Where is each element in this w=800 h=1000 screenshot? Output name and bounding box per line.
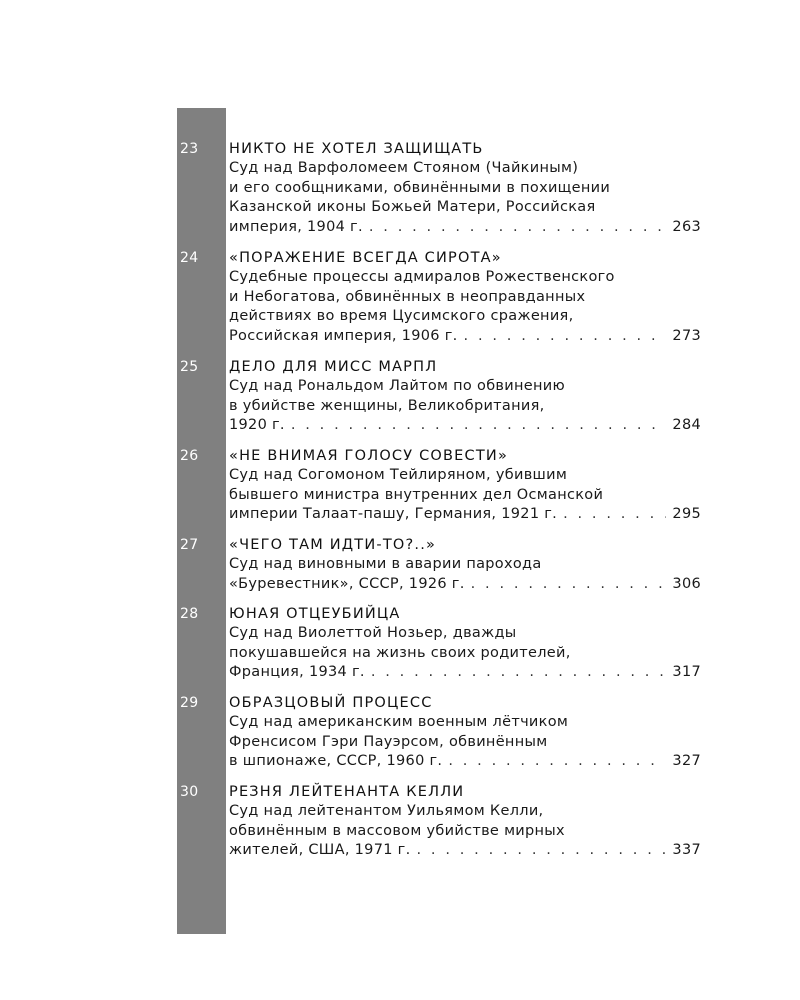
chapter-content [229, 605, 701, 683]
page-number[interactable]: 263 [672, 218, 701, 235]
chapter-description-line: и его сообщниками, обвинёнными в похищении [229, 179, 611, 196]
chapter-content [229, 249, 701, 346]
chapter-description-line: империи Талаат-пашу, Германия, 1921 г. [229, 506, 558, 522]
chapter-title[interactable]: «ПОРАЖЕНИЕ ВСЕГДА СИРОТА» [229, 250, 502, 266]
chapter-number: 27 [180, 537, 199, 553]
chapter-title[interactable]: ЮНАЯ ОТЦЕУБИЙЦА [229, 606, 401, 622]
chapter-number: 28 [180, 606, 199, 622]
chapter-number: 25 [180, 359, 199, 375]
chapter-description-line: Суд над Виолеттой Нозьер, дважды [229, 625, 517, 641]
page-number[interactable]: 327 [672, 753, 701, 769]
chapter-title[interactable]: ДЕЛО ДЛЯ МИСС МАРПЛ [229, 359, 438, 375]
dot-leader [563, 505, 666, 525]
dot-leader [417, 841, 667, 861]
chapter-description-line: Казанской иконы Божьей Матери, Российская [229, 199, 596, 215]
chapter-description-line: Френсисом Гэри Пауэрсом, обвинённым [229, 733, 548, 750]
dot-leader [291, 416, 667, 436]
chapter-title[interactable]: НИКТО НЕ ХОТЕЛ ЗАЩИЩАТЬ [229, 141, 484, 157]
page-number[interactable]: 295 [672, 506, 701, 522]
chapter-description-line: в шпионаже, СССР, 1960 г. [229, 753, 443, 769]
chapter-description-line: и Небогатова, обвинённых в неоправданных [229, 288, 586, 305]
chapter-content [229, 140, 701, 237]
chapter-number: 29 [180, 695, 199, 711]
chapter-description-last-line [229, 416, 701, 436]
chapter-description-line: Суд над лейтенантом Уильямом Келли, [229, 803, 544, 819]
chapter-description-line: обвинённым в массовом убийстве мирных [229, 822, 565, 839]
chapter-title[interactable]: РЕЗНЯ ЛЕЙТЕНАНТА КЕЛЛИ [229, 784, 465, 800]
dot-leader [371, 663, 667, 683]
chapter-description-line: в убийстве женщины, Великобритания, [229, 397, 545, 414]
chapter-title[interactable]: «ЧЕГО ТАМ ИДТИ-ТО?..» [229, 537, 437, 553]
dot-leader [448, 752, 666, 772]
chapter-description-line: бывшего министра внутренних дел Османской [229, 486, 604, 503]
chapter-number: 26 [180, 448, 199, 464]
chapter-description-line: Суд над Варфоломеем Стояном (Чайкиным) [229, 160, 579, 176]
chapter-description-line: жителей, США, 1971 г. [229, 842, 411, 858]
chapter-description-line: Суд над Рональдом Лайтом по обвинению [229, 378, 566, 394]
page-number[interactable]: 306 [672, 575, 701, 592]
chapter-content [229, 447, 701, 525]
chapter-description-last-line [229, 841, 701, 861]
chapter-title[interactable]: «НЕ ВНИМАЯ ГОЛОСУ СОВЕСТИ» [229, 448, 509, 464]
chapter-content [229, 694, 701, 772]
chapter-number: 30 [180, 784, 199, 800]
chapter-description-line: действиях во время Цусимского сражения, [229, 308, 574, 324]
chapter-description-last-line [229, 327, 701, 347]
chapter-description-line: Суд над виновными в аварии парохода [229, 556, 542, 572]
chapter-content [229, 783, 701, 861]
chapter-number-strip [177, 108, 226, 934]
chapter-description-line: покушавшейся на жизнь своих родителей, [229, 644, 571, 661]
chapter-description-line: «Буревестник», СССР, 1926 г. [229, 575, 465, 592]
chapter-description-last-line [229, 218, 701, 238]
chapter-description-last-line [229, 575, 701, 595]
dot-leader [471, 575, 667, 595]
chapter-content [229, 358, 701, 436]
dot-leader [464, 327, 667, 347]
chapter-description-line: империя, 1904 г. [229, 218, 363, 235]
chapter-description-line: Российская империя, 1906 г. [229, 327, 458, 344]
chapter-description-last-line [229, 752, 701, 772]
chapter-number: 24 [180, 250, 199, 266]
chapter-description-line: Суд над Согомоном Тейлиряном, убившим [229, 467, 568, 483]
chapter-number: 23 [180, 141, 199, 157]
page-number[interactable]: 317 [672, 664, 701, 680]
chapter-description-line: Франция, 1934 г. [229, 664, 365, 680]
page-number[interactable]: 284 [672, 417, 701, 433]
page-number[interactable]: 273 [672, 327, 701, 344]
chapter-description-last-line [229, 505, 701, 525]
page-number[interactable]: 337 [672, 842, 701, 858]
dot-leader [369, 218, 667, 238]
chapter-title[interactable]: ОБРАЗЦОВЫЙ ПРОЦЕСС [229, 695, 433, 711]
chapter-description-last-line [229, 663, 701, 683]
chapter-description-line: Суд над американским военным лётчиком [229, 714, 569, 730]
chapter-description-line: Судебные процессы адмиралов Рожественского [229, 269, 615, 285]
chapter-content [229, 536, 701, 594]
chapter-description-line: 1920 г. [229, 417, 285, 433]
